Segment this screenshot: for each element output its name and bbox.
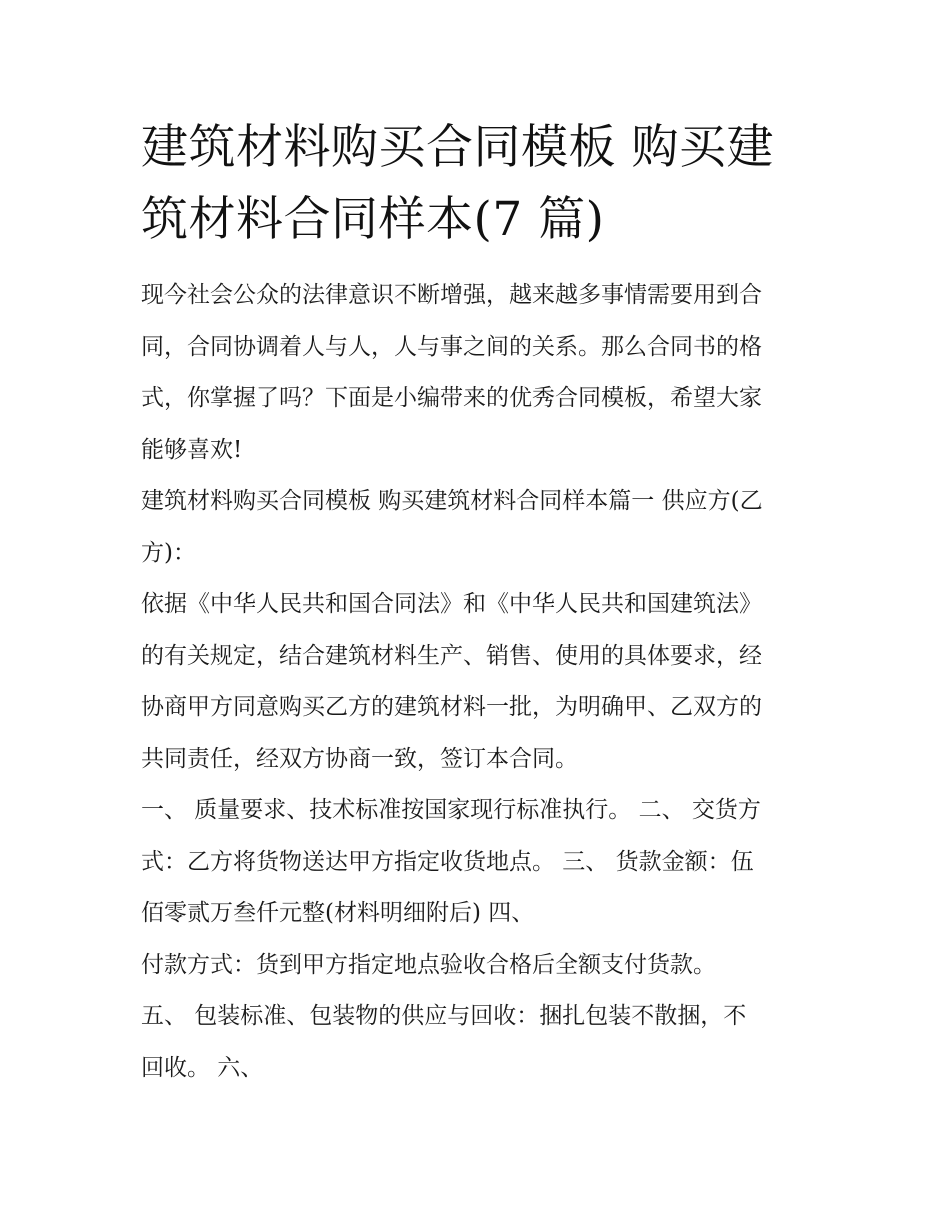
text-line: 佰零贰万叁仟元整(材料明细附后) 四、 [141, 900, 535, 926]
text-line: 依据《中华人民共和国合同法》和《中华人民共和国建筑法》 [141, 591, 762, 617]
title-line: 建筑材料购买合同模板 购买建 [141, 120, 774, 175]
legal-basis-paragraph [141, 579, 821, 785]
title-line: 筑材料合同样本(7 篇) [141, 192, 605, 247]
intro-paragraph [141, 270, 821, 476]
text-line: 付款方式：货到甲方指定地点验收合格后全额支付货款。 [141, 951, 716, 978]
text-line: 的有关规定，结合建筑材料生产、销售、使用的具体要求，经 [141, 642, 762, 669]
document-page [141, 112, 821, 1094]
section-heading-paragraph [141, 476, 821, 579]
document-body [141, 270, 821, 1094]
text-line: 协商甲方同意购买乙方的建筑材料一批，为明确甲、乙双方的 [141, 694, 762, 720]
text-line: 方)： [141, 539, 196, 566]
text-line: 回收。 六、 [141, 1054, 264, 1081]
packaging-paragraph [141, 991, 821, 1094]
clauses-paragraph [141, 785, 821, 940]
text-line: 五、 包装标准、包装物的供应与回收：捆扎包装不散捆，不 [141, 1003, 747, 1029]
text-line: 建筑材料购买合同模板 购买建筑材料合同样本篇一 供应方(乙 [141, 488, 763, 514]
text-line: 同，合同协调着人与人，人与事之间的关系。那么合同书的格 [141, 333, 762, 360]
text-line: 共同责任，经双方协商一致，签订本合同。 [141, 745, 578, 772]
text-line: 能够喜欢! [141, 436, 243, 463]
document-title [141, 112, 821, 256]
text-line: 式，你掌握了吗？下面是小编带来的优秀合同模板，希望大家 [141, 385, 762, 411]
text-line: 现今社会公众的法律意识不断增强，越来越多事情需要用到合 [141, 282, 762, 308]
payment-paragraph [141, 940, 821, 992]
text-line: 式：乙方将货物送达甲方指定收货地点。 三、 货款金额：伍 [141, 848, 754, 875]
text-line: 一、 质量要求、技术标准按国家现行标准执行。 二、 交货方 [141, 797, 761, 823]
